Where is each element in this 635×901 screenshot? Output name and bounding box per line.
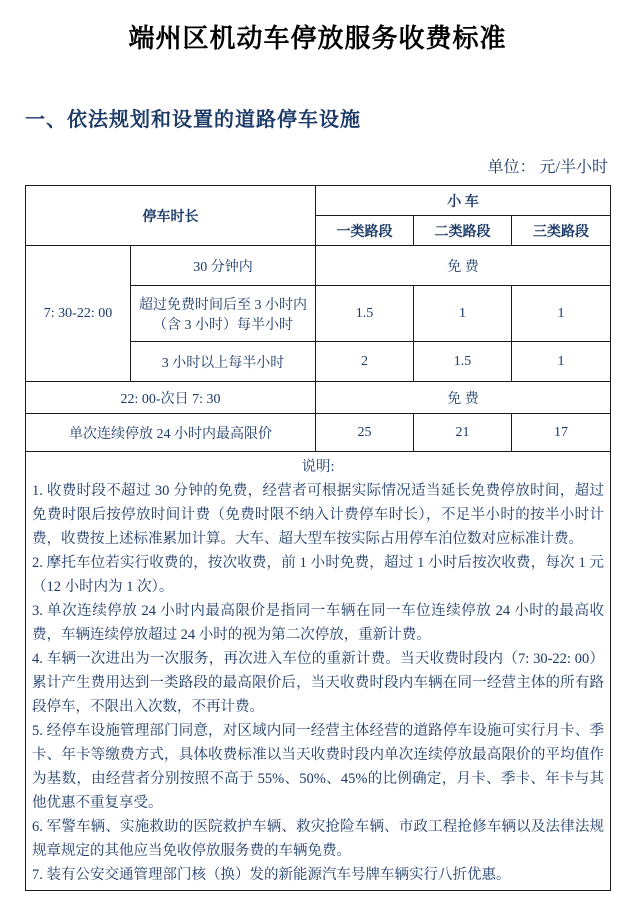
- above-3h-class3-value: 1: [512, 342, 611, 382]
- over-free-class3-value: 1: [512, 286, 611, 342]
- table-row-within-30min: [26, 246, 611, 286]
- road-class-1-header: 一类路段: [316, 216, 414, 246]
- table-header-row-1: [26, 186, 611, 216]
- road-class-3-header: 三类路段: [512, 216, 611, 246]
- section-heading: 一、依法规划和设置的道路停车设施: [25, 109, 361, 131]
- over-free-class1-value: 1.5: [316, 286, 414, 342]
- unit-label: 单位： 元/半小时: [487, 159, 608, 176]
- note-item-4: 4. 车辆一次进出为一次服务，再次进入车位的重新计费。当天收费时段内（7: 30-22: 00）累计产生费用达到一类路段的最高限价后，当天收费时段内车辆在同一经营主体的所有路段停车，不限出入次数，不再计费。: [32, 651, 605, 715]
- over-free-class2-value: 1: [414, 286, 512, 342]
- notes-title: 说明:: [301, 459, 335, 475]
- note-item-1: 1. 收费时段不超过 30 分钟的免费，经营者可根据实际情况适当延长免费停放时间，超过免费时限后按停放时间计费（免费时限不纳入计费停车时长），不足半小时的按半小时计费，收费按上述标准累加计算。大车、超大型车按实际占用停车泊位数对应标准计费。: [32, 483, 605, 547]
- night-period-cell: 22: 00-次日 7: 30: [26, 382, 316, 414]
- table-row-notes: [26, 452, 611, 891]
- over-free-desc-cell: 超过免费时间后至 3 小时内（含 3 小时）每半小时: [131, 286, 316, 342]
- max-cap-class1-value: 25: [316, 414, 414, 452]
- table-row-max-cap: [26, 414, 611, 452]
- within-30min-desc-cell: 30 分钟内: [131, 246, 316, 286]
- note-item-2: 2. 摩托车位若实行收费的，按次收费，前 1 小时免费，超过 1 小时后按次收费，每次 1 元（12 小时内为 1 次）。: [32, 555, 605, 595]
- above-3h-class1-value: 2: [316, 342, 414, 382]
- night-value-cell: 免 费: [316, 382, 611, 414]
- max-cap-class3-value: 17: [512, 414, 611, 452]
- above-3h-desc-cell: 3 小时以上每半小时: [131, 342, 316, 382]
- note-item-5: 5. 经停车设施管理部门同意，对区域内同一经营主体经营的道路停车设施可实行月卡、季卡、年卡等缴费方式，具体收费标准以当天收费时段内单次连续停放最高限价的平均值作为基数，由经营者分别按照不高于 55%、50%、45%的比例确定，月卡、季卡、年卡与其他优惠不重复享受。: [32, 723, 605, 811]
- road-class-2-header: 二类路段: [414, 216, 512, 246]
- max-cap-label-cell: 单次连续停放 24 小时内最高限价: [26, 414, 316, 452]
- notes-cell: [26, 452, 611, 891]
- table-row-night: [26, 382, 611, 414]
- max-cap-class2-value: 21: [414, 414, 512, 452]
- note-item-7: 7. 装有公安交通管理部门核（换）发的新能源汽车号牌车辆实行八折优惠。: [32, 867, 511, 883]
- vehicle-group-header-cell: 小 车: [316, 186, 611, 216]
- above-3h-class2-value: 1.5: [414, 342, 512, 382]
- page-title: 端州区机动车停放服务收费标准: [128, 24, 507, 53]
- note-item-6: 6. 军警车辆、实施救助的医院救护车辆、救灾抢险车辆、市政工程抢修车辆以及法律法规规章规定的其他应当免收停放服务费的车辆免费。: [32, 819, 605, 859]
- within-30min-value-cell: 免 费: [316, 246, 611, 286]
- duration-header-cell: 停车时长: [26, 186, 316, 246]
- note-item-3: 3. 单次连续停放 24 小时内最高限价是指同一车辆在同一车位连续停放 24 小时的最高收费，车辆连续停放超过 24 小时的视为第二次停放，重新计费。: [32, 603, 605, 643]
- daytime-period-cell: 7: 30-22: 00: [26, 246, 131, 382]
- parking-fee-table: [25, 185, 611, 891]
